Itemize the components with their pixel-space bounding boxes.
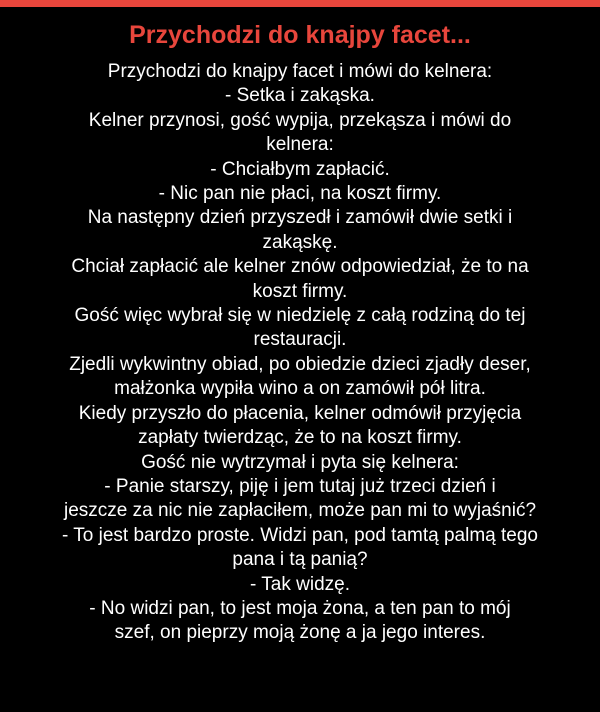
text-line: Na następny dzień przyszedł i zamówił dwie setki i bbox=[87, 207, 513, 229]
top-accent-bar bbox=[0, 0, 600, 7]
text-line: Gość więc wybrał się w niedzielę z całą rodziną do tej bbox=[74, 305, 526, 327]
text-line: Kelner przynosi, gość wypija, przekąsza i mówi do bbox=[88, 109, 512, 131]
text-line: Zjedli wykwintny obiad, po obiedzie dzieci zjadły deser, bbox=[69, 353, 531, 375]
text-line: jeszcze za nic nie zapłaciłem, może pan mi to wyjaśnić? bbox=[63, 500, 537, 522]
text-line: szef, on pieprzy moją żonę a ja jego interes. bbox=[114, 622, 486, 644]
text-line: - Nic pan nie płaci, na koszt firmy. bbox=[158, 183, 442, 205]
joke-text bbox=[0, 60, 600, 646]
text-line: - Panie starszy, piję i jem tutaj już trzeci dzień i bbox=[104, 475, 496, 497]
text-line: - No widzi pan, to jest moja żona, a ten pan to mój bbox=[89, 597, 511, 619]
text-line: Przychodzi do knajpy facet i mówi do kelnera: bbox=[107, 61, 493, 82]
text-line: kelnera: bbox=[266, 134, 334, 156]
text-line: Kiedy przyszło do płacenia, kelner odmówił przyjęcia bbox=[78, 402, 522, 424]
text-line: - To jest bardzo proste. Widzi pan, pod tamtą palmą tego bbox=[62, 524, 538, 546]
text-line: Chciał zapłacić ale kelner znów odpowiedział, że to na bbox=[71, 256, 529, 278]
joke-title: Przychodzi do knajpy facet... bbox=[129, 21, 471, 49]
text-line: pana i tą panią? bbox=[232, 549, 368, 571]
text-line: koszt firmy. bbox=[252, 280, 348, 302]
text-line: małżonka wypiła wino a on zamówił pół litra. bbox=[114, 378, 486, 400]
text-line: - Tak widzę. bbox=[250, 573, 350, 595]
text-line: restauracji. bbox=[253, 329, 347, 351]
text-line: - Chciałbym zapłacić. bbox=[210, 158, 390, 180]
text-line: zakąskę. bbox=[262, 231, 338, 253]
text-line: - Setka i zakąska. bbox=[225, 85, 375, 107]
text-line: zapłaty twierdząc, że to na koszt firmy. bbox=[138, 427, 462, 449]
text-line: Gość nie wytrzymał i pyta się kelnera: bbox=[141, 451, 459, 473]
